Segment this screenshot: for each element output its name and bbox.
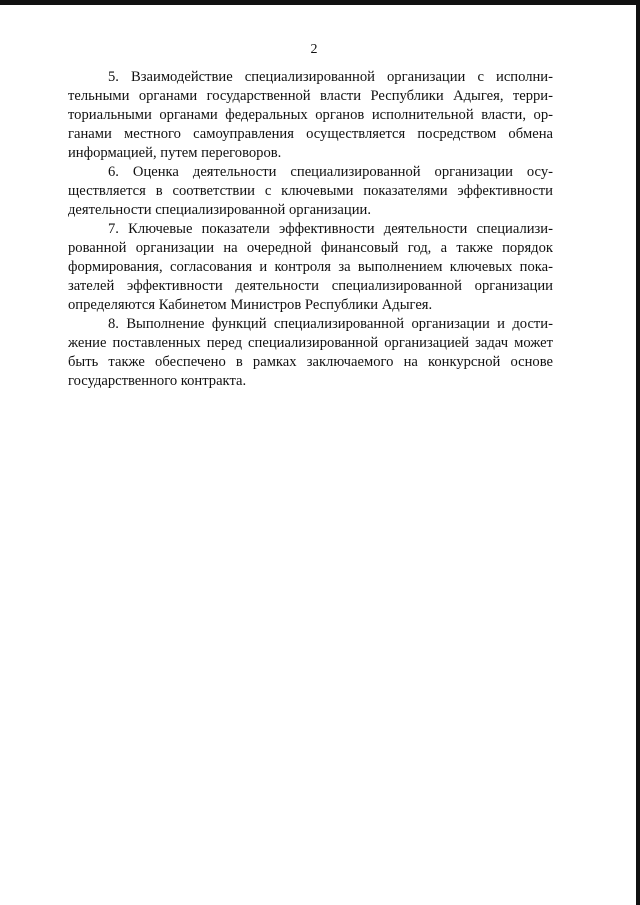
page-number: 2 <box>310 42 318 57</box>
scan-edge-right <box>636 0 640 905</box>
document-body <box>68 68 553 391</box>
paragraph-8: 8. Выполнение функций специализированной организации и достижение поставленных перед специализированной организацией задач может быть также обеспечено в рамках заключаемого на конкурсной основе государственного контракта. <box>68 316 553 389</box>
paragraph-5: 5. Взаимодействие специализированной организации с исполнительными органами государственной власти Республики Адыгея, территориальными органами федеральных органов исполнительной власти, органами местного самоуправления осуществляется посредством обмена информацией, путем переговоров. <box>68 69 553 161</box>
scan-edge-top <box>0 0 640 5</box>
paragraph-6: 6. Оценка деятельности специализированной организации осуществляется в соответствии с ключевыми показателями эффективности деятельности специализированной организации. <box>68 164 553 218</box>
paragraph-7: 7. Ключевые показатели эффективности деятельности специализированной организации на очередной финансовый год, а также порядок формирования, согласования и контроля за выполнением ключевых показателей эффективности деятельности специализированной организации определяются Кабинетом Министров Республики Адыгея. <box>68 221 553 313</box>
